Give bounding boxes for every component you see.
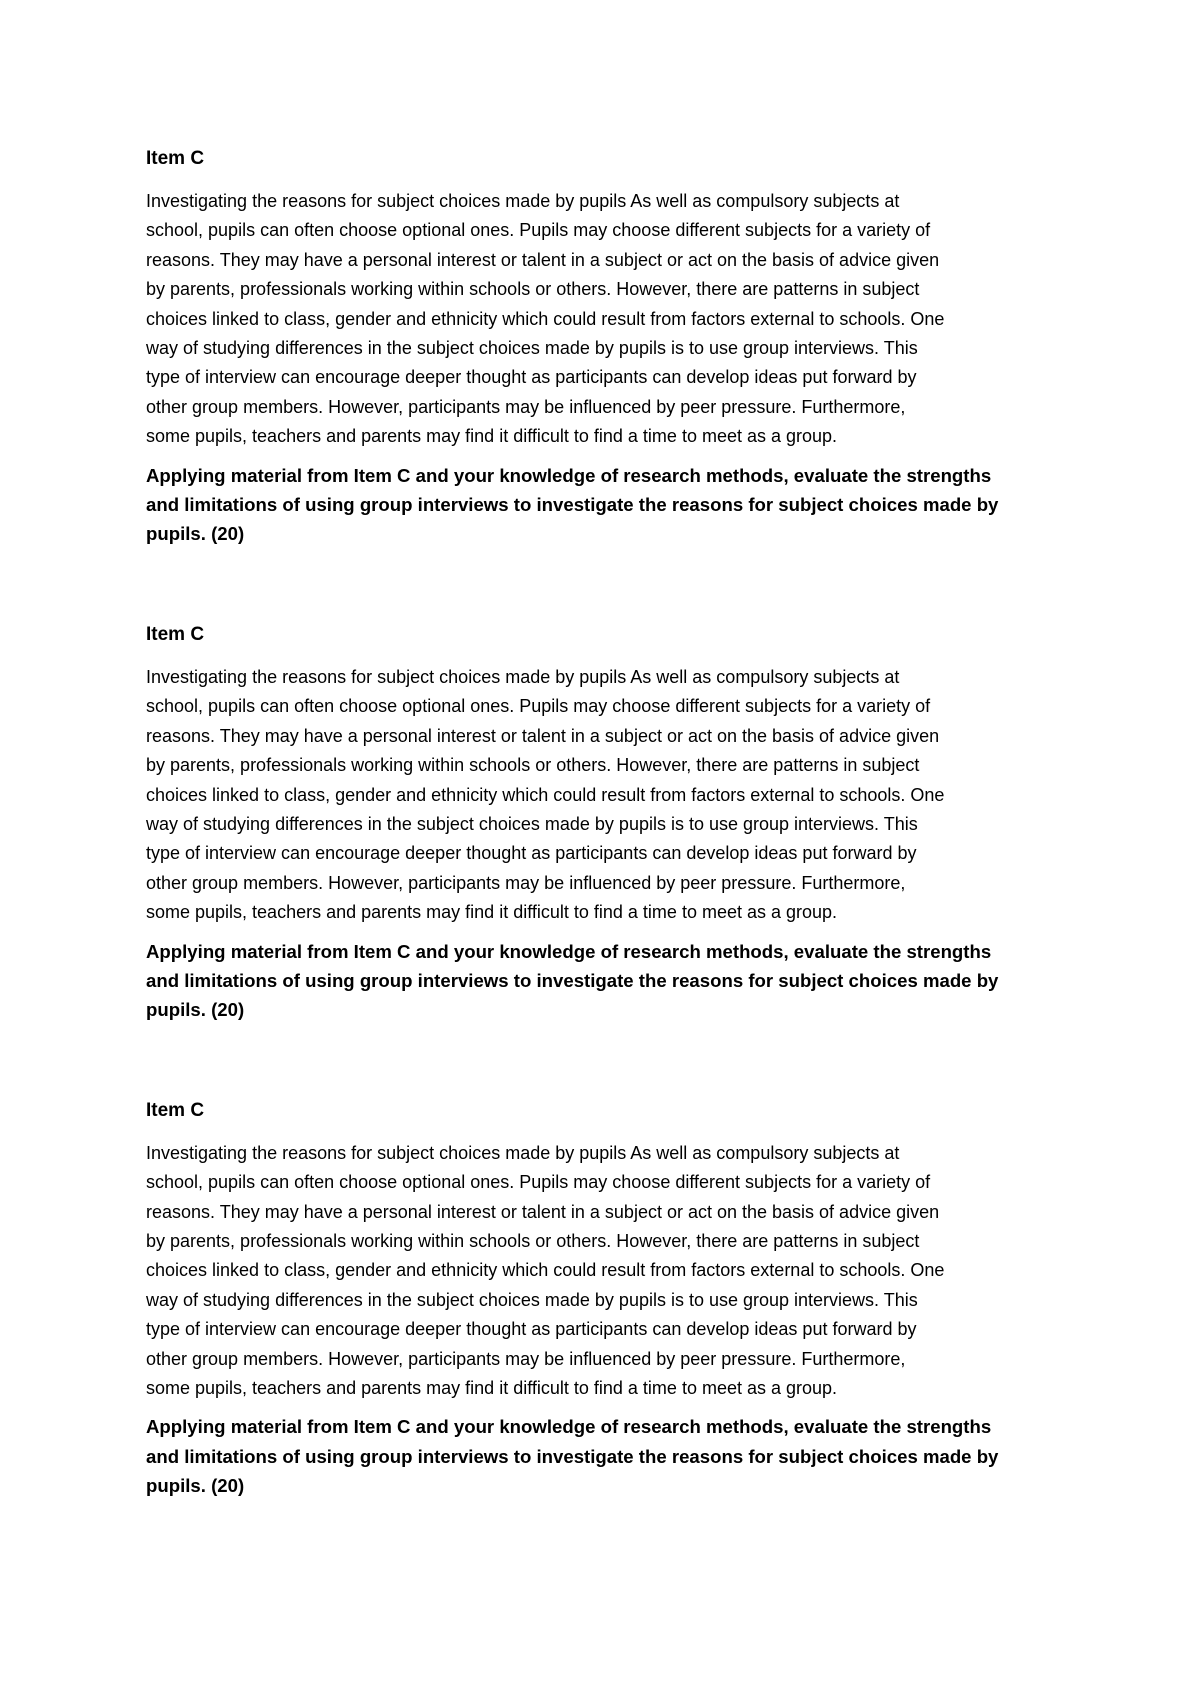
item-title: Item C [146,623,205,645]
item-question: Applying material from Item C and your knowledge of research methods, evaluate the strengths and limitations of using group interviews to investigate the reasons for subject choices made by pupils. (20) [146,464,999,545]
item-title: Item C [146,148,205,169]
item-body-paragraph: Investigating the reasons for subject choices made by pupils As well as compulsory subjects at school, pupils can often choose optional ones. Pupils may choose different subjects for a variety of reasons. They may have a personal interest or talent in a subject or act on the basis of advice given by parents, professionals working within schools or others. However, there are patterns in subject choices linked to class, gender and ethnicity which could result from factors external to schools. One way of studying differences in the subject choices made by pupils is to use group interviews. This type of interview can encourage deeper thought as participants can develop ideas put forward by other group members. However, participants may be influenced by peer pressure. Furthermore, some pupils, teachers and parents may find it difficult to find a time to meet as a group. [146,1142,945,1398]
item-question: Applying material from Item C and your knowledge of research methods, evaluate the strengths and limitations of using group interviews to investigate the reasons for subject choices made by pupils. (20) [146,940,999,1021]
item-question: Applying material from Item C and your knowledge of research methods, evaluate the strengths and limitations of using group interviews to investigate the reasons for subject choices made by pupils. (20) [146,1416,999,1497]
item-title: Item C [146,1099,205,1121]
item-body-paragraph: Investigating the reasons for subject choices made by pupils As well as compulsory subjects at school, pupils can often choose optional ones. Pupils may choose different subjects for a variety of reasons. They may have a personal interest or talent in a subject or act on the basis of advice given by parents, professionals working within schools or others. However, there are patterns in subject choices linked to class, gender and ethnicity which could result from factors external to schools. One way of studying differences in the subject choices made by pupils is to use group interviews. This type of interview can encourage deeper thought as participants can develop ideas put forward by other group members. However, participants may be influenced by peer pressure. Furthermore, some pupils, teachers and parents may find it difficult to find a time to meet as a group. [146,666,945,923]
item-block [146,620,1066,1025]
item-body-paragraph: Investigating the reasons for subject choices made by pupils As well as compulsory subjects at school, pupils can often choose optional ones. Pupils may choose different subjects for a variety of reasons. They may have a personal interest or talent in a subject or act on the basis of advice given by parents, professionals working within schools or others. However, there are patterns in subject choices linked to class, gender and ethnicity which could result from factors external to schools. One way of studying differences in the subject choices made by pupils is to use group interviews. This type of interview can encourage deeper thought as participants can develop ideas put forward by other group members. However, participants may be influenced by peer pressure. Furthermore, some pupils, teachers and parents may find it difficult to find a time to meet as a group. [146,191,945,447]
item-block [146,144,1066,549]
document-content [146,144,1066,1572]
item-block [146,1096,1066,1501]
